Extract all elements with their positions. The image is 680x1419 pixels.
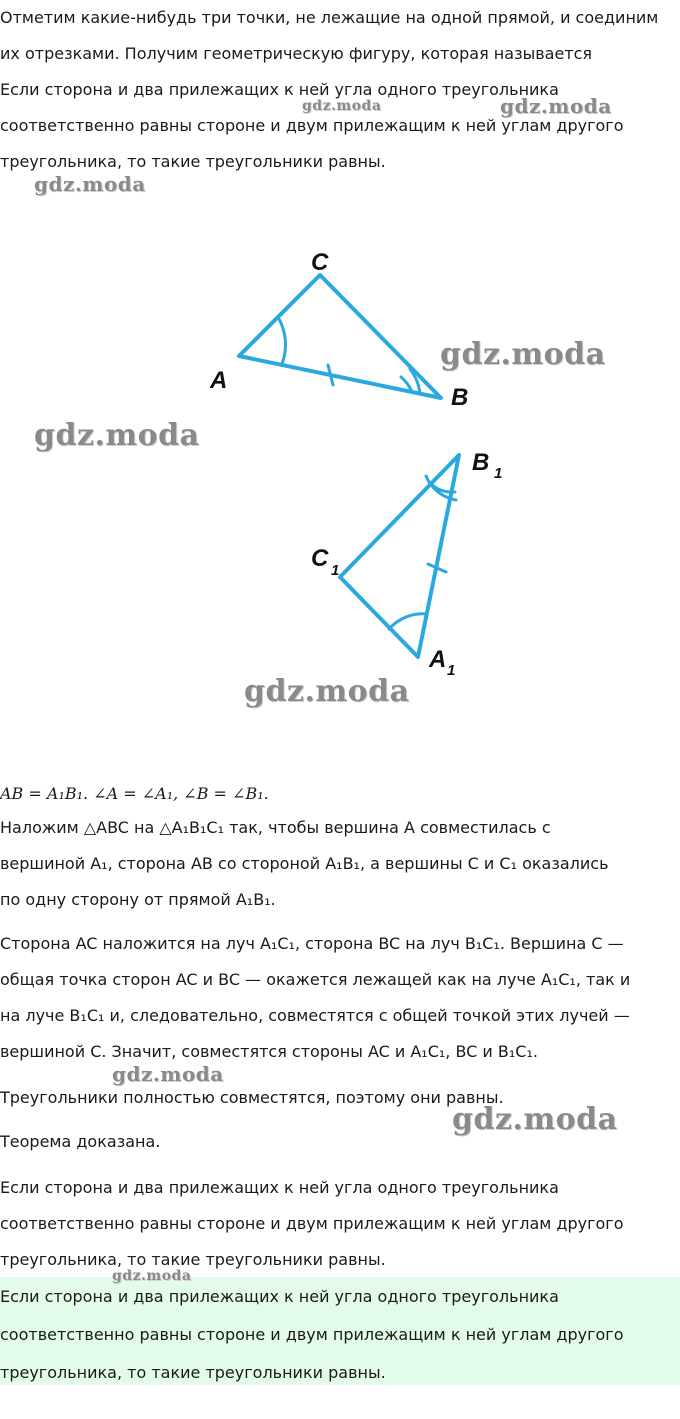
label-c1-sub: 1 xyxy=(331,562,340,579)
watermark: gdz.moda xyxy=(112,1062,224,1086)
label-a1-sub: 1 xyxy=(447,662,456,679)
proof-p1-l2: вершиной A₁, сторона AB со стороной A₁B₁, а вершины C и C₁ оказались xyxy=(0,854,609,873)
label-b: B xyxy=(451,384,469,411)
triangle-a1b1c1 xyxy=(340,455,459,657)
proof-p2-l2: общая точка сторон AC и BC — окажется лежащей как на луче A₁C₁, так и xyxy=(0,970,631,989)
intro-line-2: их отрезками. Получим геометрическую фигуру, которая называется xyxy=(0,44,593,63)
label-c: C xyxy=(311,249,329,276)
proof-p2-l1: Сторона AC наложится на луч A₁C₁, сторона BC на луч B₁C₁. Вершина C — xyxy=(0,934,624,953)
proof-equalities: AB = A₁B₁. ∠A = ∠A₁, ∠B = ∠B₁. xyxy=(0,784,269,803)
triangle-abc xyxy=(239,275,441,398)
watermark: gdz.moda xyxy=(244,674,410,709)
watermark: gdz.moda xyxy=(112,1268,192,1284)
theorem-l1: Если сторона и два прилежащих к ней угла одного треугольника xyxy=(0,1178,559,1197)
label-b1: B xyxy=(472,449,490,476)
theorem-l3: треугольника, то такие треугольники равны. xyxy=(0,1250,386,1269)
angle-a1-arc xyxy=(389,614,427,629)
proof-p4: Теорема доказана. xyxy=(0,1132,161,1151)
intro-line-5: треугольника, то такие треугольники равны. xyxy=(0,152,386,171)
intro-line-1: Отметим какие-нибудь три точки, не лежащие на одной прямой, и соединим xyxy=(0,8,659,27)
highlight-l3: треугольника, то такие треугольники равны. xyxy=(0,1363,386,1382)
angle-a-arc xyxy=(278,317,285,364)
watermark: gdz.moda xyxy=(500,94,612,118)
watermark: gdz.moda xyxy=(452,1102,618,1137)
proof-p1-l3: по одну сторону от прямой A₁B₁. xyxy=(0,890,276,909)
intro-line-4: соответственно равны стороне и двум прилежащим к ней углам другого xyxy=(0,116,624,135)
watermark: gdz.moda xyxy=(302,98,382,114)
proof-p1-l1: Наложим △ABC на △A₁B₁C₁ так, чтобы вершина A совместилась с xyxy=(0,818,551,837)
label-c1: C xyxy=(311,545,329,572)
watermark: gdz.moda xyxy=(440,337,606,372)
intro-line-3: Если сторона и два прилежащих к ней угла одного треугольника xyxy=(0,80,559,99)
highlight-l2: соответственно равны стороне и двум прилежащим к ней углам другого xyxy=(0,1325,624,1344)
label-b1-sub: 1 xyxy=(494,465,503,482)
watermark: gdz.moda xyxy=(34,418,200,453)
watermark: gdz.moda xyxy=(34,172,146,196)
proof-p2-l4: вершиной C. Значит, совместятся стороны AC и A₁C₁, BC и B₁C₁. xyxy=(0,1042,538,1061)
proof-p3: Треугольники полностью совместятся, поэтому они равны. xyxy=(0,1088,504,1107)
label-a: A xyxy=(210,367,228,394)
label-a1: A xyxy=(429,646,447,673)
theorem-l2: соответственно равны стороне и двум прилежащим к ней углам другого xyxy=(0,1214,624,1233)
highlight-l1: Если сторона и два прилежащих к ней угла одного треугольника xyxy=(0,1287,559,1306)
proof-p2-l3: на луче B₁C₁ и, следовательно, совместятся с общей точкой этих лучей — xyxy=(0,1006,630,1025)
